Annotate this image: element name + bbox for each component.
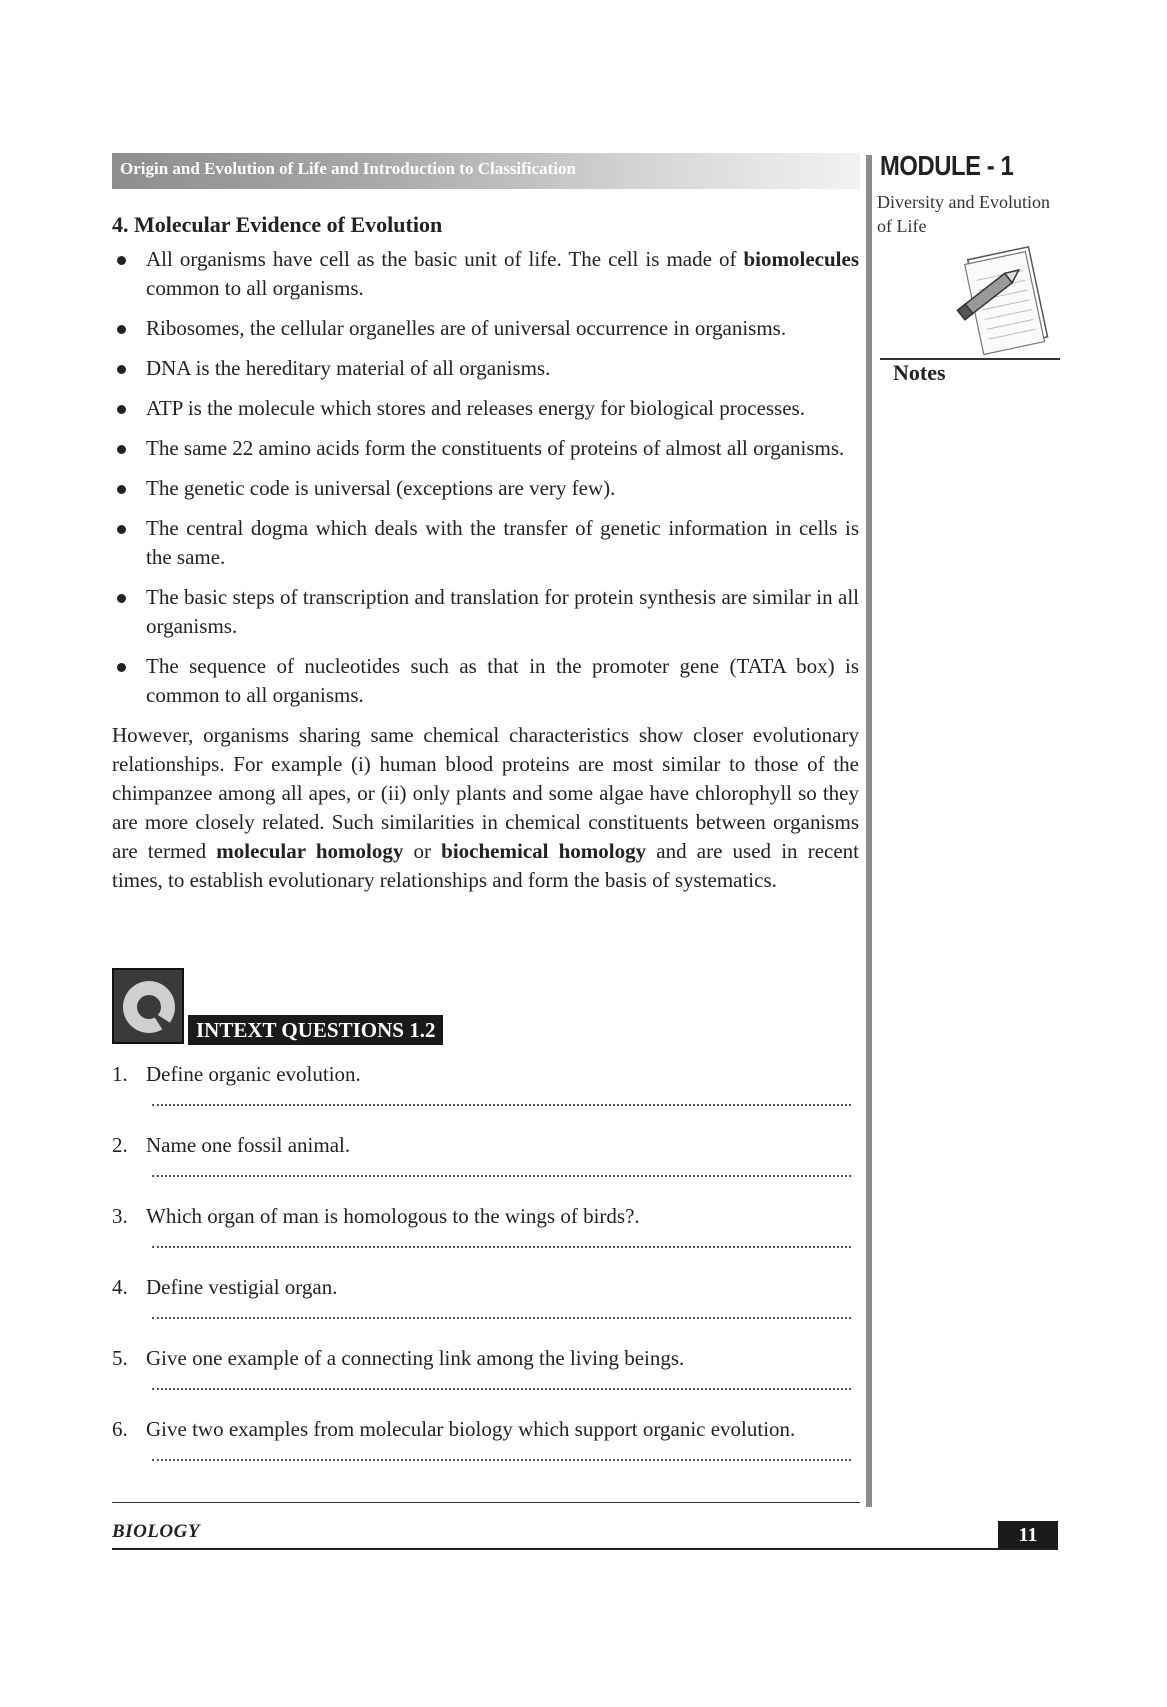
question-text: Name one fossil animal. (146, 1133, 351, 1157)
evidence-list (112, 245, 859, 710)
evidence-bullet-item: The central dogma which deals with the transfer of genetic information in cells is the same. (112, 514, 859, 572)
evidence-bullet-item: The genetic code is universal (exceptions are very few). (112, 474, 859, 503)
evidence-bullet-item: DNA is the hereditary material of all organisms. (112, 354, 859, 383)
question-item (112, 1417, 859, 1488)
question-item (112, 1346, 859, 1417)
question-number: 3. (112, 1204, 128, 1228)
question-number: 5. (112, 1346, 128, 1370)
question-item (112, 1204, 859, 1275)
question-item (112, 1275, 859, 1346)
question-text: Give two examples from molecular biology which support organic evolution. (146, 1417, 796, 1441)
answer-dotted-line (152, 1317, 851, 1319)
main-content (112, 210, 859, 895)
question-text: Define vestigial organ. (146, 1275, 338, 1299)
evidence-bullet-item: Ribosomes, the cellular organelles are of universal occurrence in organisms. (112, 314, 859, 343)
answer-dotted-line (152, 1175, 851, 1177)
questions-list (112, 1062, 859, 1488)
question-item (112, 1062, 859, 1133)
margin-divider (866, 155, 872, 1507)
chapter-header-band (112, 153, 860, 189)
evidence-bullet-item: The sequence of nucleotides such as that in the promoter gene (TATA box) is common to all organisms. (112, 652, 859, 710)
question-q-icon (112, 968, 184, 1044)
section-title: 4. Molecular Evidence of Evolution (112, 212, 443, 237)
question-number: 2. (112, 1133, 128, 1157)
question-number: 1. (112, 1062, 128, 1086)
answer-dotted-line (152, 1246, 851, 1248)
footer-subject: BIOLOGY (112, 1521, 200, 1542)
evidence-bullet-item: ATP is the molecule which stores and releases energy for biological processes. (112, 394, 859, 423)
question-text: Define organic evolution. (146, 1062, 361, 1086)
answer-dotted-line (152, 1388, 851, 1390)
question-text: Which organ of man is homologous to the wings of birds?. (146, 1204, 640, 1228)
question-item (112, 1133, 859, 1204)
notes-label: Notes (893, 360, 946, 385)
intext-questions-title: INTEXT QUESTIONS 1.2 (188, 1015, 443, 1045)
chapter-title: Origin and Evolution of Life and Introduction to Classification (120, 159, 576, 178)
page-number: 11 (998, 1521, 1058, 1549)
answer-dotted-line (152, 1104, 851, 1106)
evidence-bullet-item: The basic steps of transcription and translation for protein synthesis are similar in all organisms. (112, 583, 859, 641)
question-number: 6. (112, 1417, 128, 1441)
module-subtitle: Diversity and Evolution of Life (877, 192, 1050, 236)
notepad-pencil-icon (950, 245, 1060, 365)
content-bottom-rule (112, 1502, 860, 1503)
section-paragraph: However, organisms sharing same chemical characteristics show closer evolutionary relationships. For example (i) human blood proteins are most similar to those of the chimpanzee among all apes, or (ii) only plants and some algae have chlorophyll so they are more closely related. Such similarities in chemical constituents between organisms are termed molecular homology or biochemical homology and are used in recent times, to establish evolutionary relationships and form the basis of systematics. (112, 723, 859, 892)
footer-rule (112, 1548, 1058, 1550)
question-text: Give one example of a connecting link among the living beings. (146, 1346, 685, 1370)
evidence-bullet-item: All organisms have cell as the basic unit of life. The cell is made of biomolecules common to all organisms. (112, 245, 859, 303)
question-number: 4. (112, 1275, 128, 1299)
module-title: MODULE - 1 (880, 150, 1014, 181)
answer-dotted-line (152, 1459, 851, 1461)
evidence-bullet-item: The same 22 amino acids form the constituents of proteins of almost all organisms. (112, 434, 859, 463)
